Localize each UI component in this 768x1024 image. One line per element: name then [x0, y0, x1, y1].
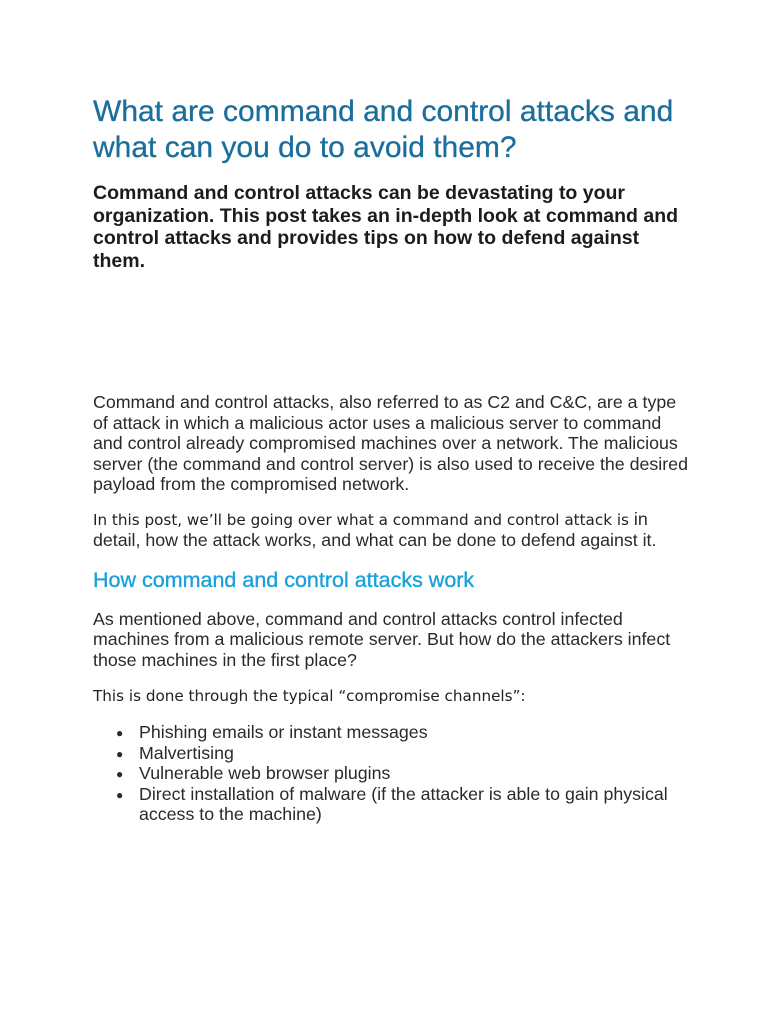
article — [93, 94, 693, 825]
article-lead: Command and control attacks can be devastating to your organization. This post takes an in-depth look at command and control attacks and provides tips on how to defend against them. — [93, 182, 679, 272]
article-title: What are command and control attacks and what can you do to avoid them? — [93, 95, 674, 164]
scope-rest-text: in detail, how the attack works, and what can be done to defend against it. — [93, 508, 657, 550]
bullet-icon: ● — [116, 787, 124, 802]
bullet-icon: ● — [116, 726, 124, 740]
list-item-text: Malvertising — [139, 742, 234, 763]
scope-paragraph — [93, 509, 693, 551]
bullet-icon: ● — [116, 746, 124, 761]
bullet-icon: ● — [116, 767, 124, 781]
list-item-text: Phishing emails or instant messages — [139, 722, 428, 742]
scope-lead-text: In this post, we’ll be going over what a command and control attack is — [93, 510, 629, 529]
intro-paragraph: Command and control attacks, also referred to as C2 and C&C, are a type of attack in which a malicious actor uses a malicious server to command and control already compromised machines over a network. The malicious server (the command and control server) is also used to receive the desired payload from the compromised network. — [93, 392, 688, 494]
list-item-text: Vulnerable web browser plugins — [139, 763, 391, 783]
list-item — [93, 763, 693, 784]
list-item — [93, 784, 693, 825]
section-heading: How command and control attacks work — [93, 567, 475, 592]
section-paragraph: As mentioned above, command and control attacks control infected machines from a malicious remote server. But how do the attackers infect those machines in the first place? — [93, 608, 671, 670]
list-item — [93, 743, 693, 764]
channels-list — [93, 722, 693, 825]
list-item-text: Direct installation of malware (if the attacker is able to gain physical access to the machine) — [139, 783, 668, 824]
channels-intro: This is done through the typical “compromise channels”: — [93, 687, 526, 705]
list-item — [93, 722, 693, 743]
